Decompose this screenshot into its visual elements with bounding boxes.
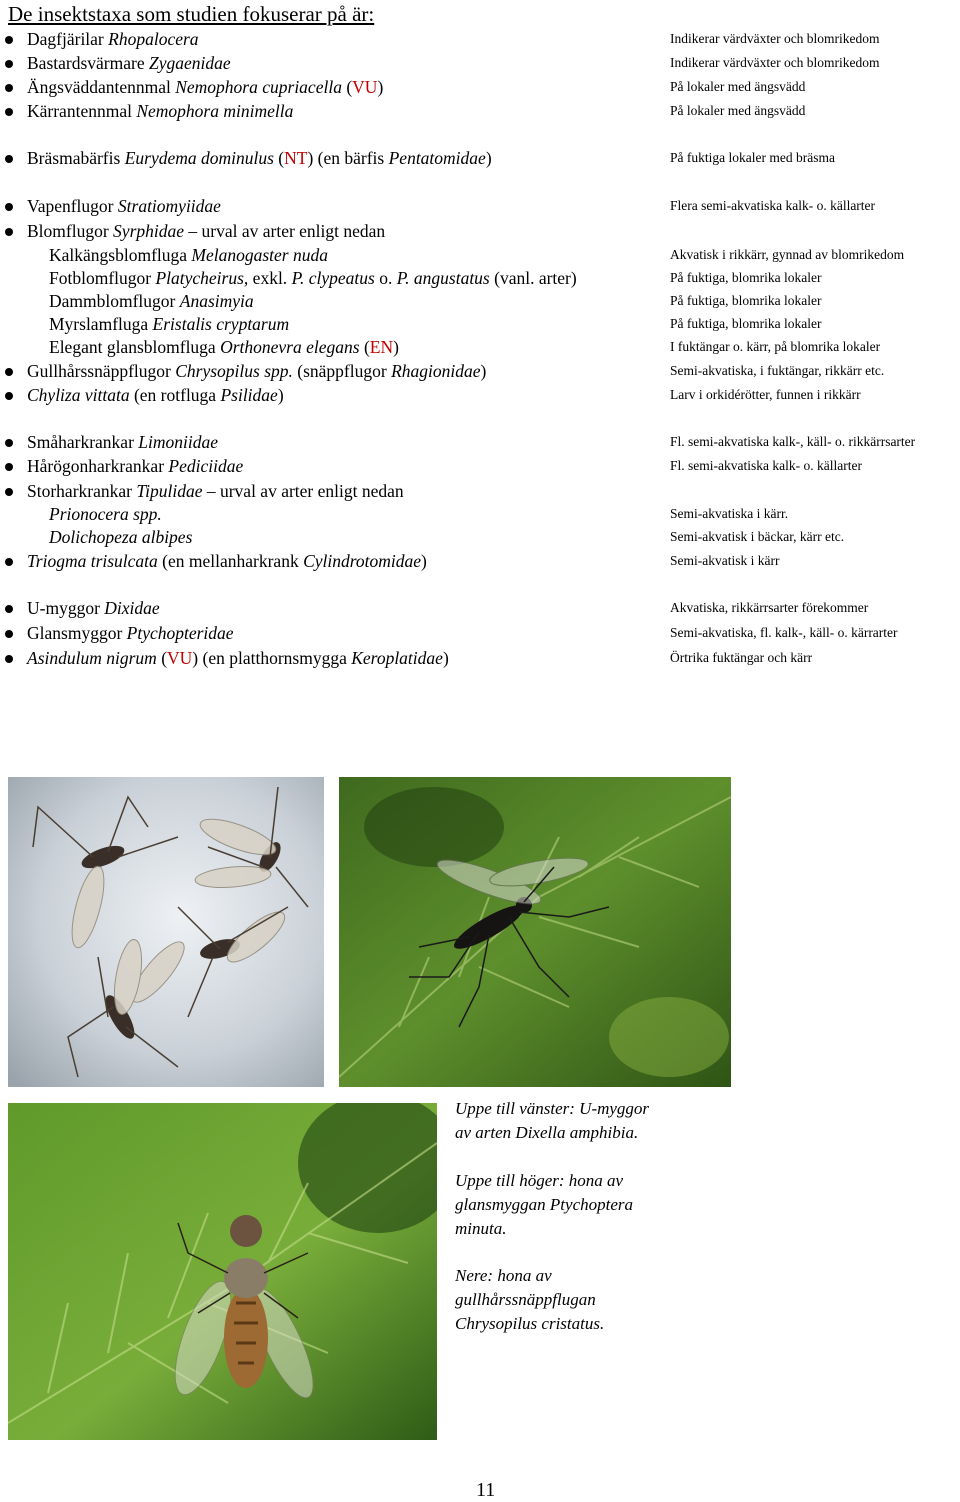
- list-item: [0, 455, 960, 479]
- taxon-text: Bastardsvärmare: [27, 53, 149, 73]
- habitat-note: På fuktiga lokaler med bräsma: [670, 150, 835, 165]
- photo-ptychoptera-leaf: [339, 777, 731, 1087]
- caption-line: Uppe till vänster: U-myggor: [455, 1099, 650, 1118]
- taxon-text: (snäppflugor: [292, 361, 392, 381]
- list-item: [0, 76, 960, 100]
- taxon-text: (: [156, 648, 168, 668]
- caption-line: glansmyggan Ptychoptera: [455, 1195, 633, 1214]
- habitat-note: Semi-akvatisk i kärr: [670, 553, 780, 568]
- taxon-label: [27, 76, 383, 98]
- taxon-text: (vanl. arter): [489, 268, 577, 288]
- taxon-text: U-myggor: [27, 598, 105, 618]
- taxon-text: Dagfjärilar: [27, 29, 109, 49]
- bullet-icon: [5, 203, 13, 211]
- caption-line: Chrysopilus cristatus.: [455, 1314, 605, 1333]
- habitat-note: Akvatisk i rikkärr, gynnad av blomrikedom: [670, 247, 905, 262]
- habitat-note: På fuktiga, blomrika lokaler: [670, 270, 822, 285]
- bullet-icon: [5, 463, 13, 471]
- taxon-scientific-name: Pentatomidae: [388, 148, 486, 168]
- taxon-text: Bräsmabärfis: [27, 148, 125, 168]
- taxon-scientific-name: Keroplatidae: [351, 648, 443, 668]
- list-item: [0, 526, 960, 550]
- redlist-status: VU: [167, 648, 193, 668]
- taxon-label: [27, 480, 404, 502]
- habitat-note: Indikerar värdväxter och blomrikedom: [670, 55, 880, 70]
- habitat-note: Fl. semi-akvatiska kalk-, käll- o. rikkärrsarter: [670, 434, 916, 449]
- photo-ptychoptera-image: [339, 777, 731, 1087]
- taxon-scientific-name: Psilidae: [220, 385, 278, 405]
- taxon-scientific-name: Rhopalocera: [108, 29, 199, 49]
- bullet-icon: [5, 155, 13, 163]
- habitat-note: Larv i orkidérötter, funnen i rikkärr: [670, 387, 861, 402]
- taxon-scientific-name: Pediciidae: [168, 456, 244, 476]
- habitat-note: På fuktiga, blomrika lokaler: [670, 293, 822, 308]
- taxon-scientific-name: Ptychopteridae: [126, 623, 234, 643]
- habitat-note: Semi-akvatiska, i fuktängar, rikkärr etc.: [670, 363, 885, 378]
- taxon-text: ): [485, 148, 492, 168]
- taxon-scientific-name: Rhagionidae: [391, 361, 481, 381]
- taxon-text: Elegant glansblomfluga: [49, 337, 221, 357]
- taxon-label: [49, 290, 254, 312]
- taxon-text: Fotblomflugor: [49, 268, 156, 288]
- taxon-scientific-name: Zygaenidae: [148, 53, 231, 73]
- taxon-label: [27, 220, 385, 242]
- habitat-note: På fuktiga, blomrika lokaler: [670, 316, 822, 331]
- taxon-text: Dammblomflugor: [49, 291, 180, 311]
- caption-line: Nere: hona av: [455, 1266, 552, 1285]
- bullet-icon: [5, 655, 13, 663]
- photo-dixella-image: [8, 777, 324, 1087]
- bullet-icon: [5, 108, 13, 116]
- list-item: [0, 244, 960, 268]
- list-item: [0, 267, 960, 291]
- taxon-label: [49, 244, 328, 266]
- taxon-scientific-name: Prionocera spp.: [49, 504, 162, 524]
- list-item: [0, 147, 960, 171]
- list-item: [0, 503, 960, 527]
- list-item: [0, 290, 960, 314]
- taxon-text: o.: [374, 268, 397, 288]
- list-item: [0, 360, 960, 384]
- list-item: [0, 313, 960, 337]
- taxon-label: [27, 100, 293, 122]
- taxon-label: [27, 195, 221, 217]
- taxon-text: ) (en platthornsmygga: [192, 648, 352, 668]
- bullet-icon: [5, 228, 13, 236]
- redlist-status: VU: [352, 77, 378, 97]
- bullet-icon: [5, 36, 13, 44]
- taxon-label: [27, 52, 231, 74]
- bullet-icon: [5, 605, 13, 613]
- taxon-text: (en mellanharkrank: [157, 551, 304, 571]
- taxon-scientific-name: Asindulum nigrum: [27, 648, 157, 668]
- taxon-label: [27, 147, 492, 169]
- taxon-text: Ängsväddantennmal: [27, 77, 176, 97]
- taxon-text: Gullhårssnäppflugor: [27, 361, 176, 381]
- bullet-icon: [5, 439, 13, 447]
- list-item: [0, 431, 960, 455]
- taxon-label: [27, 360, 486, 382]
- taxon-text: – urval av arter enligt nedan: [202, 481, 404, 501]
- taxon-label: [49, 503, 162, 525]
- taxon-text: Småharkrankar: [27, 432, 139, 452]
- photo-chrysopilus-image: [8, 1103, 437, 1440]
- taxon-scientific-name: Cylindrotomidae: [303, 551, 422, 571]
- taxon-text: ) (en bärfis: [307, 148, 389, 168]
- taxon-scientific-name: Stratiomyiidae: [117, 196, 221, 216]
- taxon-scientific-name: Nemophora minimella: [136, 101, 294, 121]
- taxon-label: [27, 455, 243, 477]
- bullet-icon: [5, 558, 13, 566]
- taxon-text: Glansmyggor: [27, 623, 127, 643]
- taxon-scientific-name: Chyliza vittata: [27, 385, 130, 405]
- list-item: [0, 622, 960, 646]
- habitat-note: I fuktängar o. kärr, på blomrika lokaler: [670, 339, 881, 354]
- list-item: [0, 384, 960, 408]
- taxon-text: – urval av arter enligt nedan: [184, 221, 386, 241]
- taxon-text: (: [341, 77, 353, 97]
- taxon-text: Hårögonharkrankar: [27, 456, 169, 476]
- taxon-text: (: [359, 337, 370, 357]
- habitat-note: Örtrika fuktängar och kärr: [670, 650, 813, 665]
- habitat-note: Semi-akvatiska, fl. kalk-, käll- o. kärrarter: [670, 625, 898, 640]
- taxon-scientific-name: Melanogaster nuda: [191, 245, 328, 265]
- habitat-note: Flera semi-akvatiska kalk- o. källarter: [670, 198, 876, 213]
- taxon-scientific-name: Dolichopeza albipes: [49, 527, 193, 547]
- caption-line: av arten Dixella amphibia.: [455, 1123, 639, 1142]
- bullet-icon: [5, 630, 13, 638]
- bullet-icon: [5, 60, 13, 68]
- taxon-scientific-name: Orthonevra elegans: [220, 337, 360, 357]
- taxon-text: ): [393, 337, 399, 357]
- taxon-scientific-name: Limoniidae: [138, 432, 219, 452]
- taxon-label: [27, 597, 160, 619]
- list-item: [0, 647, 960, 671]
- taxon-label: [27, 431, 218, 453]
- taxon-text: ): [277, 385, 284, 405]
- taxon-label: [49, 267, 577, 289]
- list-item: [0, 336, 960, 360]
- habitat-note: Fl. semi-akvatiska kalk- o. källarter: [670, 458, 862, 473]
- taxon-label: [27, 550, 427, 572]
- taxon-text: Kalkängsblomfluga: [49, 245, 192, 265]
- habitat-note: Indikerar värdväxter och blomrikedom: [670, 31, 880, 46]
- taxon-scientific-name: P. clypeatus: [291, 268, 375, 288]
- habitat-note: Akvatiska, rikkärrsarter förekommer: [670, 600, 869, 615]
- list-item: [0, 195, 960, 219]
- taxon-label: [27, 28, 199, 50]
- page-title: De insektstaxa som studien fokuserar på är:: [8, 2, 375, 26]
- taxon-text: (en rotfluga: [129, 385, 221, 405]
- taxon-label: [49, 336, 399, 358]
- taxon-label: [49, 526, 192, 548]
- habitat-note: På lokaler med ängsvädd: [670, 79, 806, 94]
- taxon-text: Storharkrankar: [27, 481, 137, 501]
- list-item: [0, 28, 960, 52]
- habitat-note: Semi-akvatisk i bäckar, kärr etc.: [670, 529, 845, 544]
- taxon-scientific-name: Syrphidae: [113, 221, 185, 241]
- redlist-status: EN: [369, 337, 394, 357]
- photo-dixella-midges: [8, 777, 324, 1087]
- taxon-scientific-name: P. angustatus: [396, 268, 490, 288]
- caption-line: gullhårssnäppflugan: [455, 1290, 596, 1309]
- taxon-text: (: [273, 148, 285, 168]
- caption-line: Uppe till höger: hona av: [455, 1171, 624, 1190]
- taxon-text: Kärrantennmal: [27, 101, 137, 121]
- taxon-scientific-name: Dixidae: [104, 598, 160, 618]
- list-item: [0, 100, 960, 124]
- bullet-icon: [5, 392, 13, 400]
- bullet-icon: [5, 84, 13, 92]
- taxon-text: Blomflugor: [27, 221, 114, 241]
- list-item: [0, 550, 960, 574]
- taxon-text: ): [480, 361, 487, 381]
- taxon-scientific-name: Platycheirus,: [155, 268, 249, 288]
- habitat-note: På lokaler med ängsvädd: [670, 103, 806, 118]
- list-item: [0, 597, 960, 621]
- taxon-label: [27, 647, 449, 669]
- taxon-text: ): [421, 551, 427, 571]
- list-item: [0, 52, 960, 76]
- bullet-icon: [5, 368, 13, 376]
- taxon-scientific-name: Chrysopilus spp.: [175, 361, 293, 381]
- list-item: [0, 220, 960, 244]
- taxon-text: Myrslamfluga: [49, 314, 153, 334]
- taxon-scientific-name: Triogma trisulcata: [27, 551, 158, 571]
- taxon-text: ): [442, 648, 449, 668]
- taxon-scientific-name: Nemophora cupriacella: [175, 77, 342, 97]
- list-item: [0, 480, 960, 504]
- page-number: 11: [476, 1479, 496, 1501]
- photo-chrysopilus-leaf: [8, 1103, 437, 1440]
- habitat-note: Semi-akvatiska i kärr.: [670, 506, 789, 521]
- taxon-label: [49, 313, 289, 335]
- taxon-scientific-name: Eurydema dominulus: [124, 148, 274, 168]
- caption-line: minuta.: [455, 1219, 507, 1238]
- taxon-text: Vapenflugor: [27, 196, 118, 216]
- taxon-label: [27, 622, 234, 644]
- taxon-text: exkl.: [248, 268, 292, 288]
- taxon-scientific-name: Tipulidae: [136, 481, 203, 501]
- redlist-status: NT: [284, 148, 308, 168]
- bullet-icon: [5, 488, 13, 496]
- taxon-label: [27, 384, 284, 406]
- taxon-text: ): [377, 77, 384, 97]
- taxon-scientific-name: Anasimyia: [179, 291, 254, 311]
- taxon-scientific-name: Eristalis cryptarum: [152, 314, 290, 334]
